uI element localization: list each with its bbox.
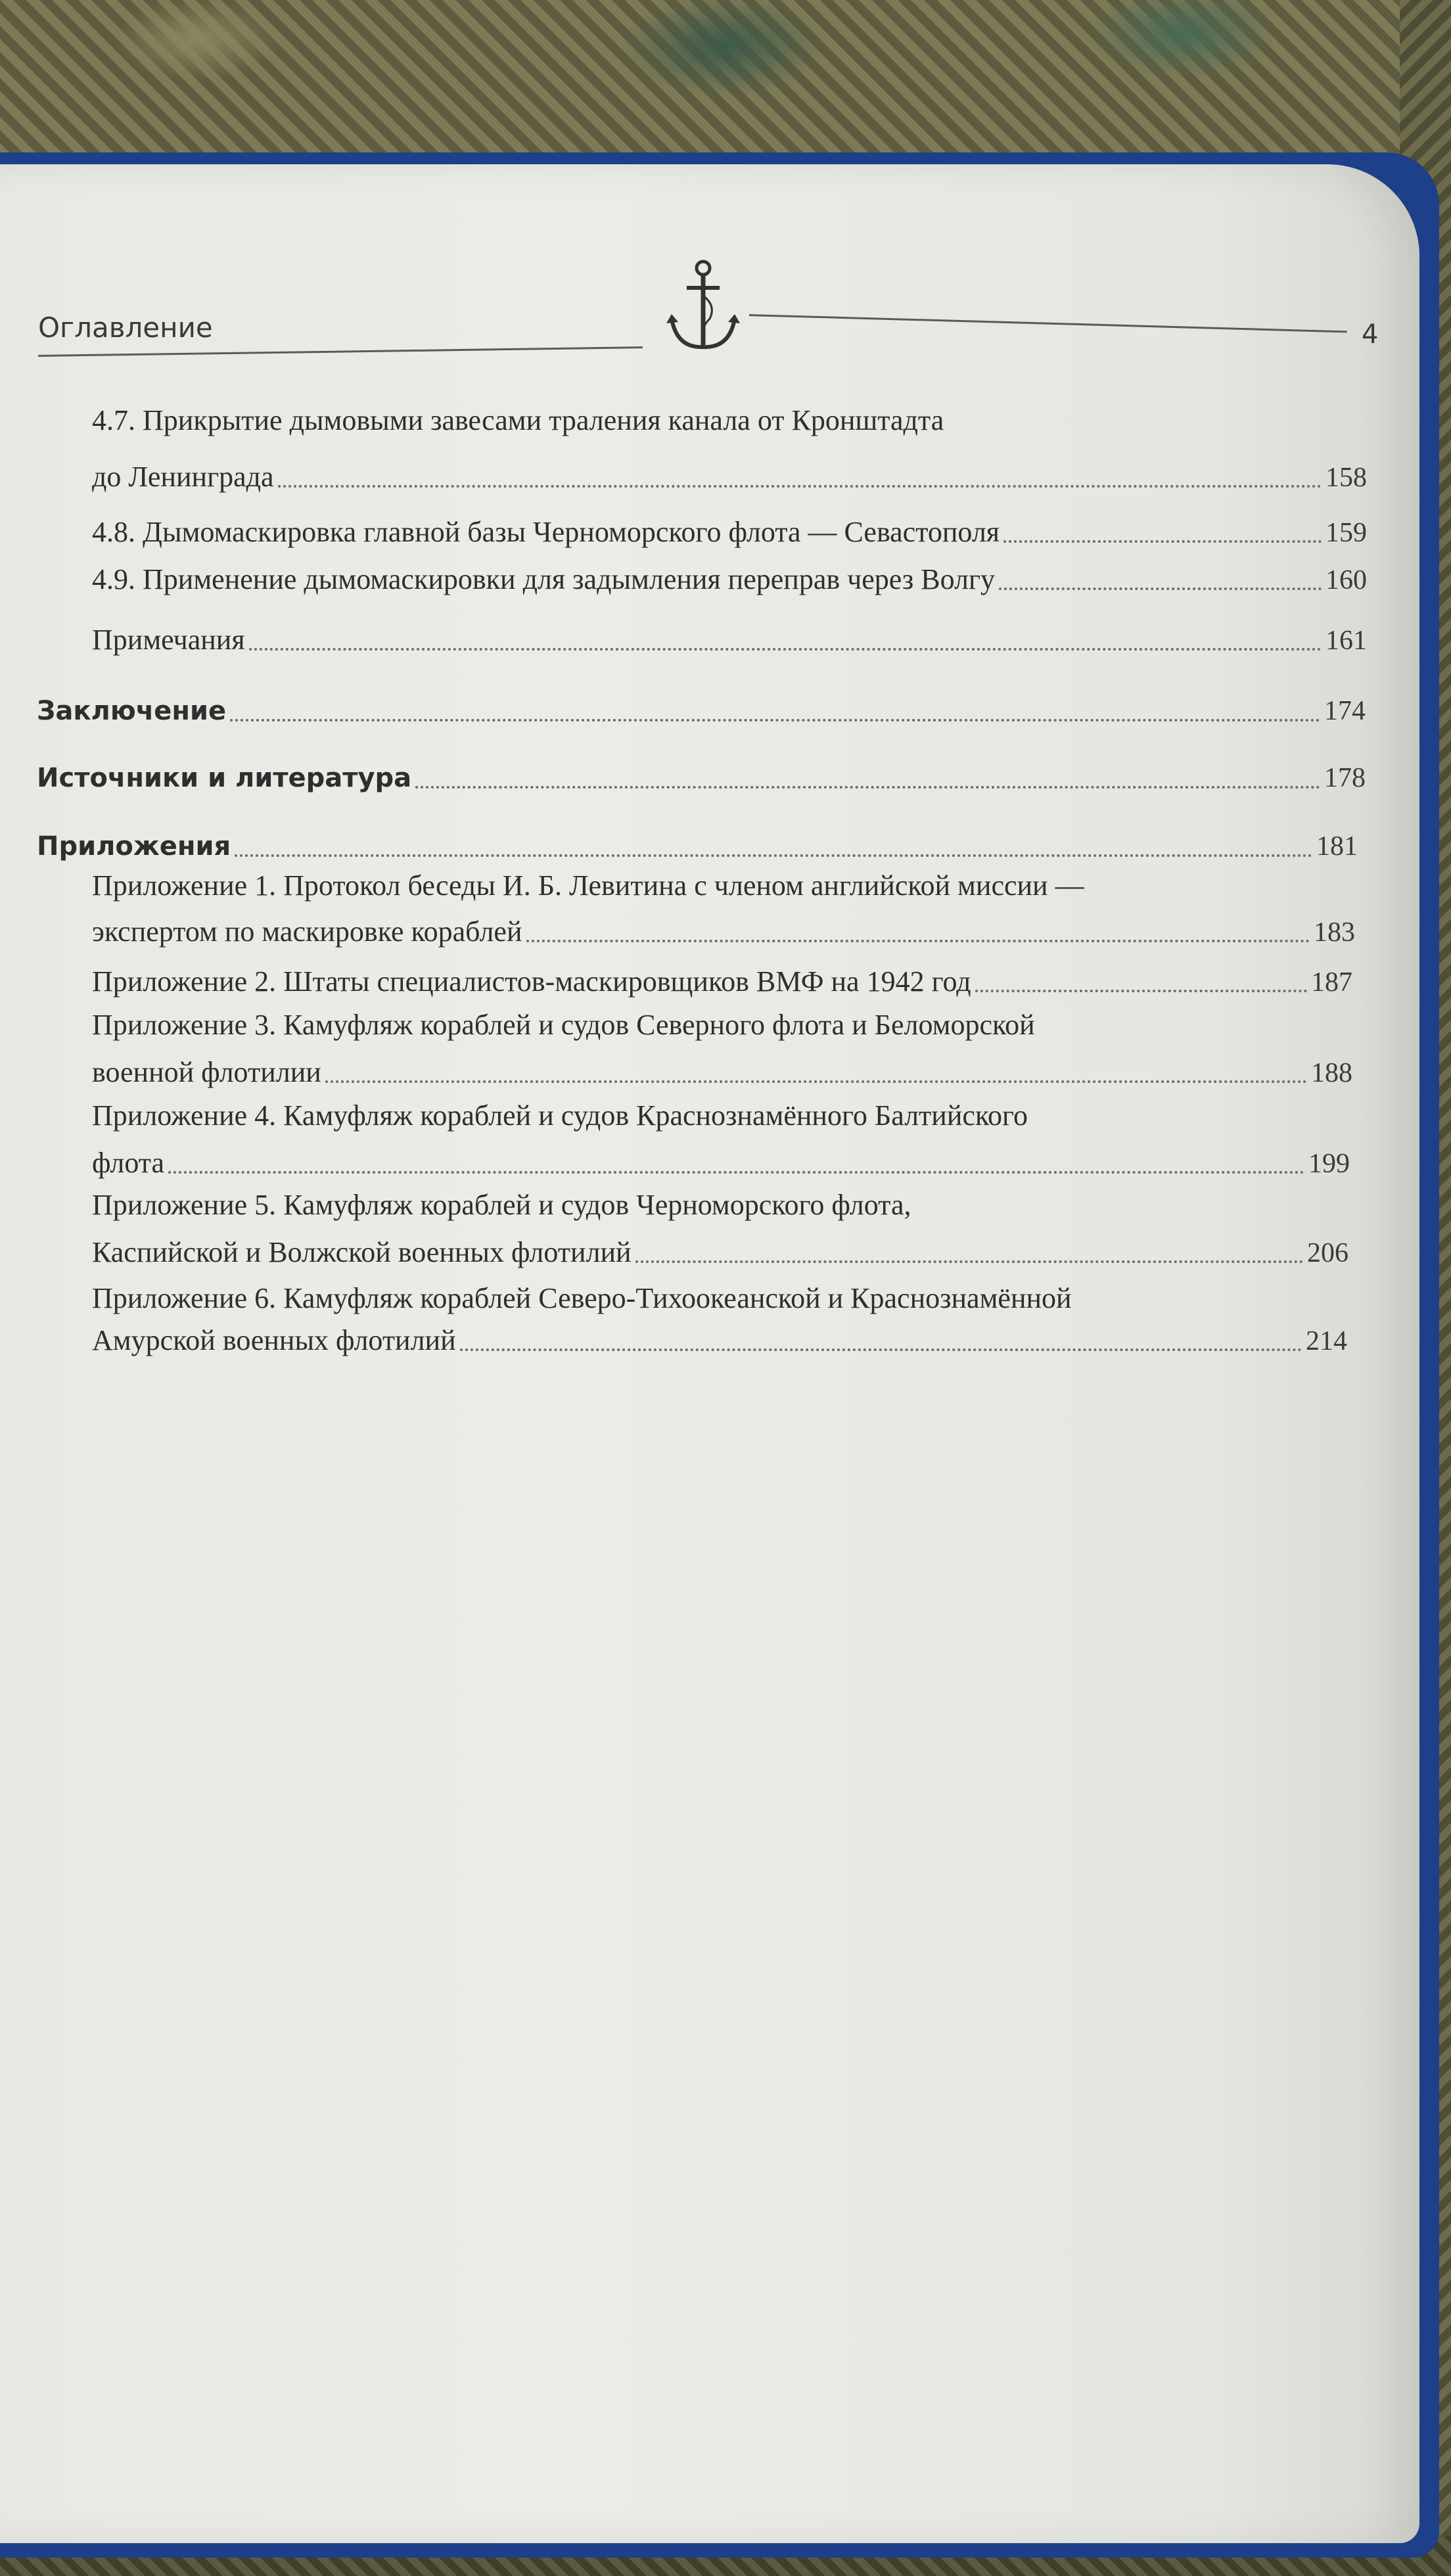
- toc-leader-dots: [235, 854, 1312, 857]
- toc-page-number: 181: [1316, 831, 1358, 862]
- toc-entry-appendix-4-line2: флота: [92, 1147, 165, 1179]
- toc-page-number: 158: [1325, 463, 1367, 493]
- toc-entry-appendix-3: [92, 1053, 1352, 1092]
- toc-entry-appendix-5: [92, 1233, 1348, 1272]
- toc-entry-appendix-4: [92, 1143, 1350, 1183]
- toc-entry-conclusion: [37, 691, 1366, 731]
- toc-entry-appendix-3-line1: Приложение 3. Камуфляж кораблей и судов Северного флота и Беломорской: [92, 1009, 1035, 1041]
- toc-entry-text: 4.8. Дымомаскировка главной базы Черноморского флота — Севастополя: [92, 516, 1000, 548]
- toc-leader-dots: [325, 1080, 1307, 1083]
- toc-page-number: 187: [1311, 967, 1352, 998]
- toc-entry-text: Заключение: [37, 696, 227, 726]
- toc-entry-text: Приложение 2. Штаты специалистов-маскировщиков ВМФ на 1942 год: [92, 965, 971, 998]
- running-header-title: Оглавление: [38, 311, 213, 344]
- toc-leader-dots: [460, 1348, 1302, 1351]
- toc-page-number: 159: [1325, 518, 1367, 548]
- toc-entry-appendix-4-line1: Приложение 4. Камуфляж кораблей и судов Краснознамённого Балтийского: [92, 1099, 1028, 1132]
- toc-entry-4-9: [92, 560, 1367, 599]
- toc-entry-sources: [37, 758, 1366, 798]
- toc-entry-4-7: [92, 457, 1367, 497]
- toc-page-number: 178: [1324, 763, 1366, 793]
- toc-leader-dots: [526, 940, 1310, 942]
- toc-entry-appendix-1: [92, 912, 1355, 952]
- toc-entry-notes: [92, 620, 1367, 660]
- toc-entry-text: Примечания: [92, 624, 245, 656]
- toc-entry-text: 4.9. Применение дымомаскировки для задымления переправ через Волгу: [92, 563, 996, 595]
- toc-entry-appendix-1-line2: экспертом по маскировке кораблей: [92, 915, 522, 948]
- toc-page-number: 188: [1311, 1058, 1352, 1088]
- toc-entry-4-7-line1: 4.7. Прикрытие дымовыми завесами траления канала от Кронштадта: [92, 404, 944, 436]
- toc-page-number: 160: [1325, 565, 1367, 595]
- toc-entry-appendix-2: [92, 962, 1352, 1001]
- toc-page-number: 206: [1307, 1238, 1348, 1268]
- page-number: 4: [1362, 319, 1379, 350]
- toc-entry-appendix-1-line1: Приложение 1. Протокол беседы И. Б. Левитина с членом английской миссии —: [92, 869, 1084, 902]
- toc-entry-text: Источники и литература: [37, 763, 412, 793]
- toc-leader-dots: [975, 990, 1307, 992]
- toc-leader-dots: [168, 1171, 1304, 1174]
- toc-entry-appendix-5-line2: Каспийской и Волжской военных флотилий: [92, 1236, 632, 1268]
- toc-leader-dots: [249, 648, 1322, 651]
- toc-leader-dots: [278, 485, 1322, 488]
- toc-leader-dots: [415, 786, 1320, 789]
- toc-page-number: 174: [1324, 696, 1366, 726]
- toc-entry-appendix-6-line2: Амурской военных флотилий: [92, 1324, 456, 1356]
- toc-entry-4-7-line2: до Ленинграда: [92, 461, 274, 493]
- toc-entry-appendix-3-line2: военной флотилии: [92, 1056, 321, 1088]
- toc-leader-dots: [635, 1260, 1303, 1263]
- toc-entry-appendix-6: [92, 1321, 1347, 1360]
- toc-page-number: 214: [1306, 1326, 1347, 1356]
- toc-leader-dots: [230, 719, 1320, 722]
- toc-entry-4-8: [92, 513, 1367, 552]
- toc-page-number: 161: [1325, 626, 1367, 656]
- toc-leader-dots: [1003, 540, 1322, 543]
- toc-entry-text: Приложения: [37, 831, 231, 862]
- toc-page-number: 183: [1314, 917, 1355, 948]
- toc-entry-appendix-6-line1: Приложение 6. Камуфляж кораблей Северо-Тихоокеанской и Краснознамённой: [92, 1282, 1072, 1314]
- toc-entry-appendix-5-line1: Приложение 5. Камуфляж кораблей и судов Черноморского флота,: [92, 1189, 911, 1221]
- toc-page-number: 199: [1308, 1149, 1350, 1179]
- toc-entry-appendices: [37, 827, 1358, 866]
- toc-leader-dots: [999, 587, 1322, 590]
